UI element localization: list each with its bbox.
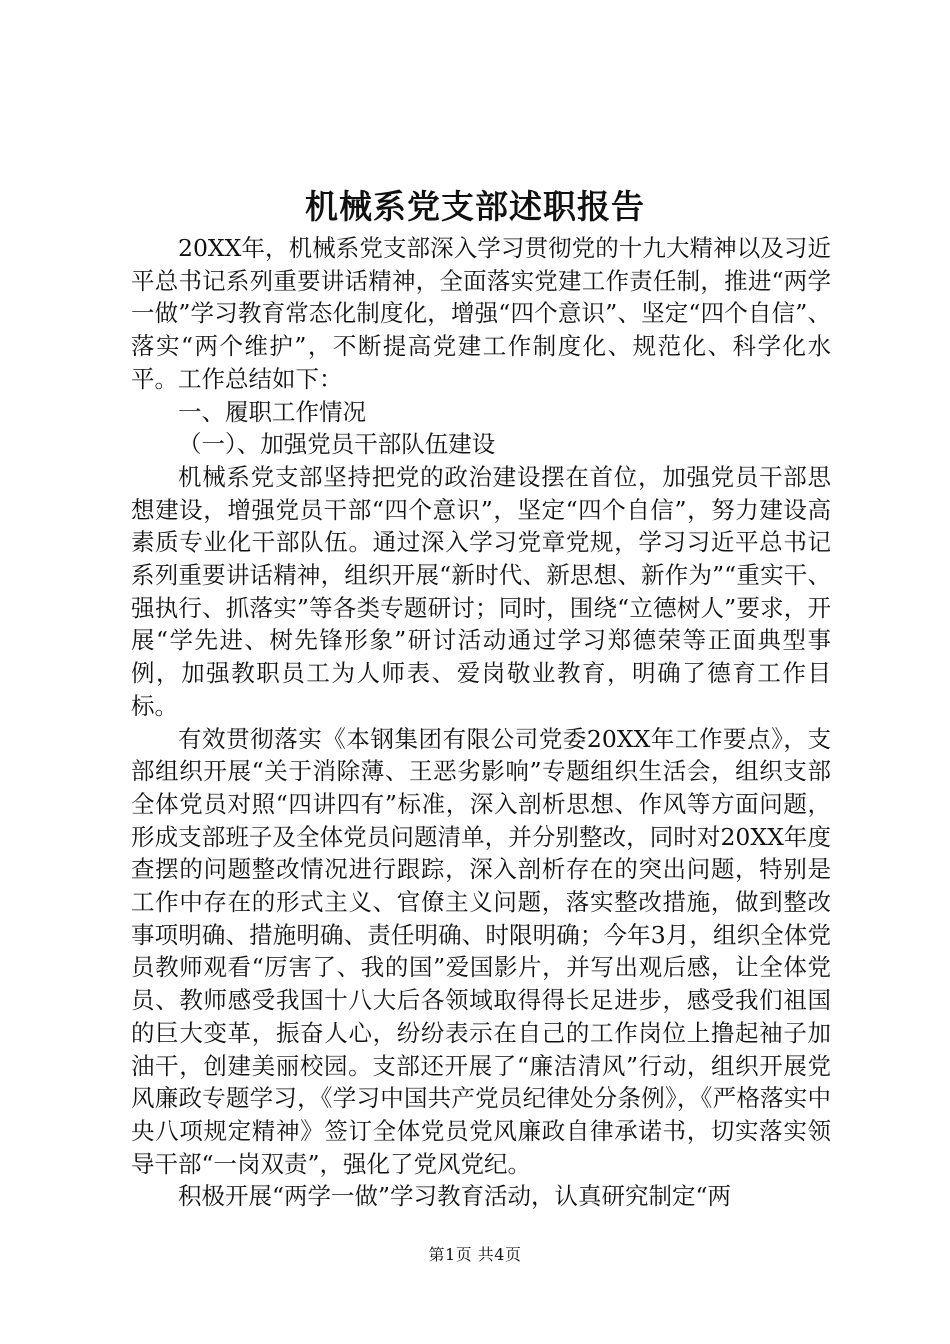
body-paragraph: 机械系党支部坚持把党的政治建设摆在首位，加强党员干部思想建设，增强党员干部“四个意识”，坚定“四个自信”，努力建设高素质专业化干部队伍。通过深入学习党章党规，学习习近平总书记系列重要讲话精神，组织开展“新时代、新思想、新作为”“重实干、强执行、抓落实”等各类专题研讨；同时，围绕“立德树人”要求，开展“学先进、树先锋形象”研讨活动通过学习郑德荣等正面典型事例，加强教职员工为人师表、爱岗敬业教育，明确了德育工作目标。 bbox=[131, 462, 831, 720]
page-footer: 第1页 共4页 bbox=[428, 1245, 522, 1264]
document-body bbox=[131, 232, 831, 1213]
body-paragraph: 积极开展“两学一做”学习教育活动，认真研究制定“两 bbox=[178, 1182, 732, 1211]
section-heading: 一、履职工作情况 bbox=[178, 397, 366, 426]
body-paragraph: 有效贯彻落实《本钢集团有限公司党委20XX年工作要点》，支部组织开展“关于消除薄、王恶劣影响”专题组织生活会，组织支部全体党员对照“四讲四有”标准，深入剖析思想、作风等方面问题，形成支部班子及全体党员问题清单，并分别整改，同时对20XX年度查摆的问题整改情况进行跟踪，深入剖析存在的突出问题，特别是工作中存在的形式主义、官僚主义问题，落实整改措施，做到整改事项明确、措施明确、责任明确、时限明确；今年3月，组织全体党员教师观看“厉害了、我的国”爱国影片，并写出观后感，让全体党员、教师感受我国十八大后各领域取得得长足进步，感受我们祖国的巨大变革，振奋人心，纷纷表示在自己的工作岗位上撸起袖子加油干，创建美丽校园。支部还开展了“廉洁清风”行动，组织开展党风廉政专题学习，《学习中国共产党员纪律处分条例》，《严格落实中央八项规定精神》签订全体党员党风廉政自律承诺书，切实落实领导干部“一岗双责”，强化了党风党纪。 bbox=[131, 724, 831, 1178]
subsection-heading: （一）、加强党员干部队伍建设 bbox=[178, 430, 496, 459]
intro-paragraph: 20XX年，机械系党支部深入学习贯彻党的十九大精神以及习近平总书记系列重要讲话精神，全面落实党建工作责任制，推进“两学一做”学习教育常态化制度化，增强“四个意识”、坚定“四个自信”、落实“两个维护”，不断提高党建工作制度化、规范化、科学化水平。工作总结如下： bbox=[131, 234, 831, 393]
document-title: 机械系党支部述职报告 bbox=[305, 187, 645, 226]
